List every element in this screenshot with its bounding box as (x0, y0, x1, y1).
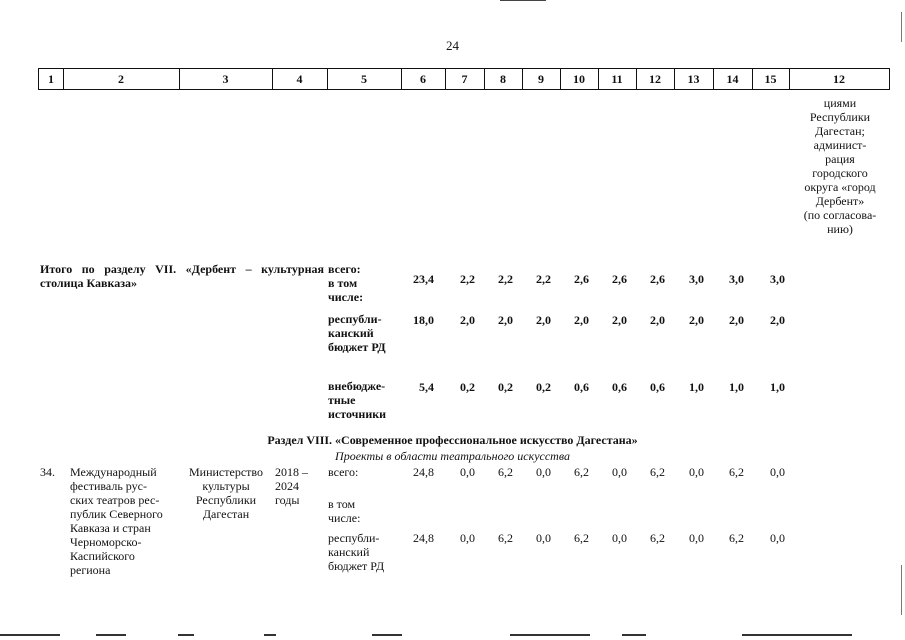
total-budget-value-8: 2,0 (498, 313, 513, 327)
item-source-budget: республи- канский бюджет РД (328, 531, 385, 573)
item-years: 2018 – 2024 годы (275, 465, 308, 507)
item-executor: Министерство культуры Республики Дагестан (189, 465, 263, 521)
total-source-extra: внебюдже- тные источники (328, 379, 387, 421)
scan-mark-bottom-6 (510, 634, 590, 636)
total-extra-value-7: 0,2 (460, 380, 475, 394)
continuation-executor-text: циями Республики Дагестан; админист- рация городского округа «город Дербент» (по согласова- нию) (803, 96, 877, 236)
scan-mark-bottom-7 (622, 634, 646, 636)
total-budget-value-6: 18,0 (413, 313, 434, 327)
total-extra-value-11: 0,6 (612, 380, 627, 394)
col-header-3: 3 (179, 69, 273, 89)
total-all-value-14: 3,0 (729, 272, 744, 286)
item-number: 34. (40, 465, 55, 479)
item-all-value-12: 6,2 (650, 465, 665, 479)
total-section-label: Итого по разделу VII. «Дербент – культурная столица Кавказа» (40, 262, 324, 290)
item-budget-value-15: 0,0 (770, 531, 785, 545)
col-header-16: 12 (833, 72, 845, 86)
total-budget-value-11: 2,0 (612, 313, 627, 327)
scan-mark-bottom-4 (264, 634, 276, 636)
col-header-6: 6 (401, 69, 446, 89)
scan-mark-bottom-8 (742, 634, 852, 636)
col-header-2: 2 (63, 69, 180, 89)
item-source-including: в том числе: (328, 497, 361, 525)
total-budget-value-13: 2,0 (689, 313, 704, 327)
item-all-value-6: 24,8 (413, 465, 434, 479)
page-number: 24 (446, 38, 459, 53)
item-budget-value-11: 0,0 (612, 531, 627, 545)
total-all-value-6: 23,4 (413, 272, 434, 286)
total-budget-value-12: 2,0 (650, 313, 665, 327)
item-budget-value-13: 0,0 (689, 531, 704, 545)
subsection-title: Проекты в области театрального искусства (335, 449, 570, 463)
item-all-value-9: 0,0 (536, 465, 551, 479)
col-header-10: 10 (560, 69, 599, 89)
total-all-value-8: 2,2 (498, 272, 513, 286)
section-title: Раздел VIII. «Современное профессиональное искусство Дагестана» (267, 433, 638, 447)
top-scan-line (500, 0, 546, 1)
total-budget-value-14: 2,0 (729, 313, 744, 327)
total-extra-value-9: 0,2 (536, 380, 551, 394)
total-all-value-10: 2,6 (574, 272, 589, 286)
item-budget-value-10: 6,2 (574, 531, 589, 545)
table-header-row (38, 68, 890, 90)
item-budget-value-14: 6,2 (729, 531, 744, 545)
col-header-7: 7 (445, 69, 485, 89)
item-all-value-15: 0,0 (770, 465, 785, 479)
item-all-value-7: 0,0 (460, 465, 475, 479)
item-all-value-11: 0,0 (612, 465, 627, 479)
total-all-value-9: 2,2 (536, 272, 551, 286)
item-budget-value-6: 24,8 (413, 531, 434, 545)
total-source-budget: республи- канский бюджет РД (328, 312, 386, 354)
total-extra-value-15: 1,0 (770, 380, 785, 394)
item-all-value-14: 6,2 (729, 465, 744, 479)
scan-mark-bottom-5 (372, 634, 402, 636)
total-source-all: всего: в том числе: (328, 262, 364, 304)
item-all-value-8: 6,2 (498, 465, 513, 479)
total-extra-value-12: 0,6 (650, 380, 665, 394)
total-all-value-13: 3,0 (689, 272, 704, 286)
item-budget-value-12: 6,2 (650, 531, 665, 545)
col-header-5: 5 (327, 69, 402, 89)
col-header-14: 14 (713, 69, 753, 89)
scan-mark-right-1 (901, 12, 902, 42)
col-header-8: 8 (484, 69, 523, 89)
total-all-value-12: 2,6 (650, 272, 665, 286)
total-budget-value-10: 2,0 (574, 313, 589, 327)
col-header-15: 15 (752, 69, 790, 89)
scan-mark-bottom-2 (96, 634, 126, 636)
scan-mark-bottom-3 (178, 634, 194, 636)
total-extra-value-13: 1,0 (689, 380, 704, 394)
item-all-value-13: 0,0 (689, 465, 704, 479)
total-budget-value-15: 2,0 (770, 313, 785, 327)
total-extra-value-6: 5,4 (419, 380, 434, 394)
col-header-1: 1 (39, 69, 64, 89)
total-budget-value-7: 2,0 (460, 313, 475, 327)
total-all-value-7: 2,2 (460, 272, 475, 286)
total-extra-value-8: 0,2 (498, 380, 513, 394)
col-header-4: 4 (272, 69, 328, 89)
item-budget-value-9: 0,0 (536, 531, 551, 545)
item-name: Международный фестиваль рус- ских театров рес- публик Северного Кавказа и стран Черноморско- Каспийского региона (70, 465, 163, 577)
total-all-value-15: 3,0 (770, 272, 785, 286)
col-header-11: 11 (598, 69, 637, 89)
item-budget-value-7: 0,0 (460, 531, 475, 545)
col-header-12: 12 (636, 69, 675, 89)
item-budget-value-8: 6,2 (498, 531, 513, 545)
total-all-value-11: 2,6 (612, 272, 627, 286)
scan-mark-bottom-left (0, 634, 60, 636)
total-extra-value-14: 1,0 (729, 380, 744, 394)
total-budget-value-9: 2,0 (536, 313, 551, 327)
scan-mark-right-2 (901, 565, 902, 615)
total-extra-value-10: 0,6 (574, 380, 589, 394)
col-header-13: 13 (674, 69, 714, 89)
item-source-all: всего: (328, 465, 359, 479)
col-header-9: 9 (522, 69, 561, 89)
item-all-value-10: 6,2 (574, 465, 589, 479)
